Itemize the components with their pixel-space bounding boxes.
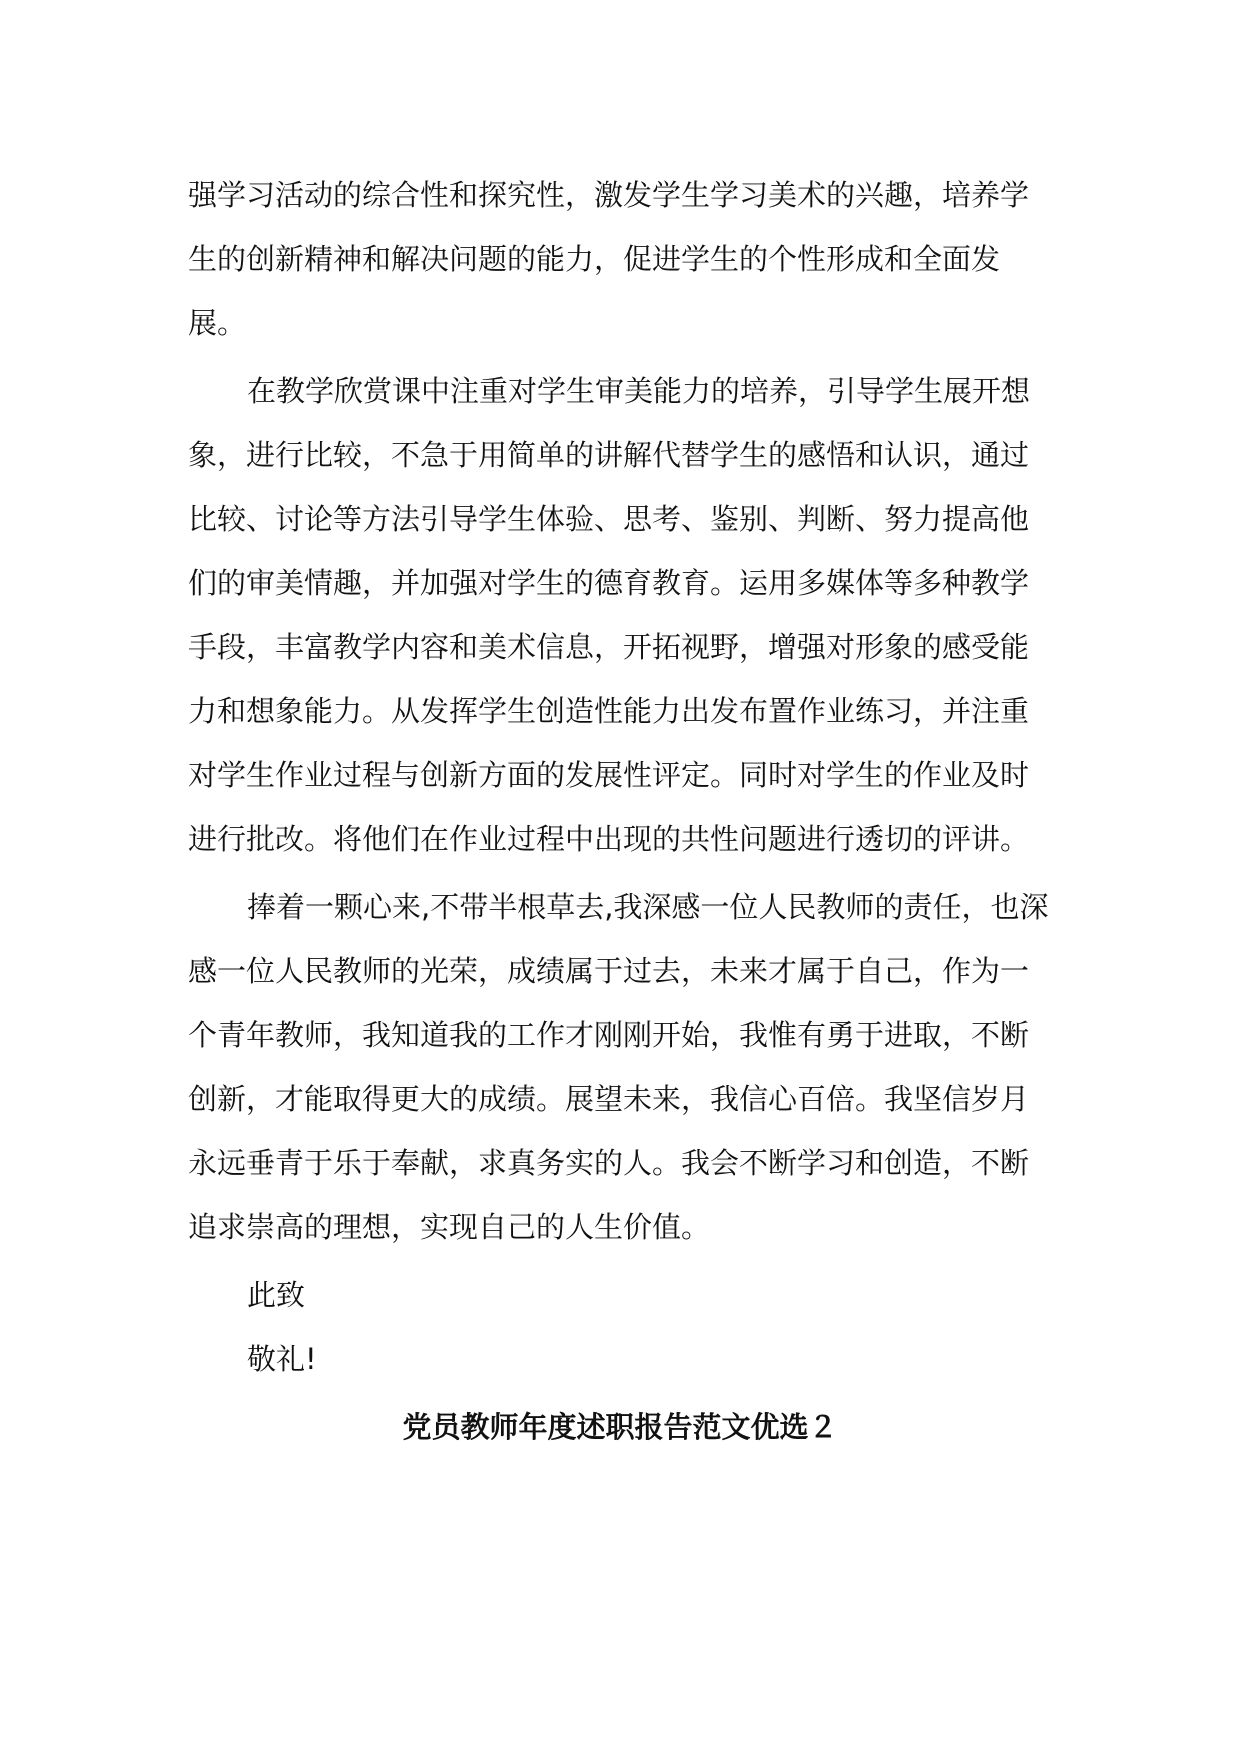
paragraph3-line-4: 创新，才能取得更大的成绩。展望未来，我信心百倍。我坚信岁月 xyxy=(188,1082,1030,1116)
section-title: 党员教师年度述职报告范文优选２ xyxy=(402,1410,838,1444)
paragraph1-line-1: 强学习活动的综合性和探究性，激发学生学习美术的兴趣，培养学 xyxy=(188,178,1030,212)
paragraph3-line-6: 追求崇高的理想，实现自己的人生价值。 xyxy=(188,1210,711,1244)
paragraph2-line-3: 比较、讨论等方法引导学生体验、思考、鉴别、判断、努力提高他 xyxy=(188,502,1030,536)
closing-regards: 敬礼! xyxy=(247,1342,317,1376)
paragraph3-line-3: 个青年教师，我知道我的工作才刚刚开始，我惟有勇于进取，不断 xyxy=(188,1018,1030,1052)
paragraph3-line-1: 捧着一颗心来,不带半根草去,我深感一位人民教师的责任，也深 xyxy=(247,890,1049,924)
paragraph3-line-5: 永远垂青于乐于奉献，求真务实的人。我会不断学习和创造，不断 xyxy=(188,1146,1030,1180)
paragraph2-line-7: 对学生作业过程与创新方面的发展性评定。同时对学生的作业及时 xyxy=(188,758,1030,792)
paragraph1-line-2: 生的创新精神和解决问题的能力，促进学生的个性形成和全面发 xyxy=(188,242,1001,276)
paragraph2-line-1: 在教学欣赏课中注重对学生审美能力的培养，引导学生展开想 xyxy=(247,374,1031,408)
paragraph1-line-3: 展。 xyxy=(188,306,247,340)
paragraph2-line-6: 力和想象能力。从发挥学生创造性能力出发布置作业练习，并注重 xyxy=(188,694,1030,728)
paragraph2-line-2: 象，进行比较，不急于用简单的讲解代替学生的感悟和认识，通过 xyxy=(188,438,1030,472)
paragraph3-line-2: 感一位人民教师的光荣，成绩属于过去，未来才属于自己，作为一 xyxy=(188,954,1030,988)
paragraph2-line-5: 手段，丰富教学内容和美术信息，开拓视野，增强对形象的感受能 xyxy=(188,630,1030,664)
paragraph2-line-4: 们的审美情趣，并加强对学生的德育教育。运用多媒体等多种教学 xyxy=(188,566,1030,600)
closing-salutation: 此致 xyxy=(247,1278,306,1312)
paragraph2-line-8: 进行批改。将他们在作业过程中出现的共性问题进行透切的评讲。 xyxy=(188,822,1030,856)
